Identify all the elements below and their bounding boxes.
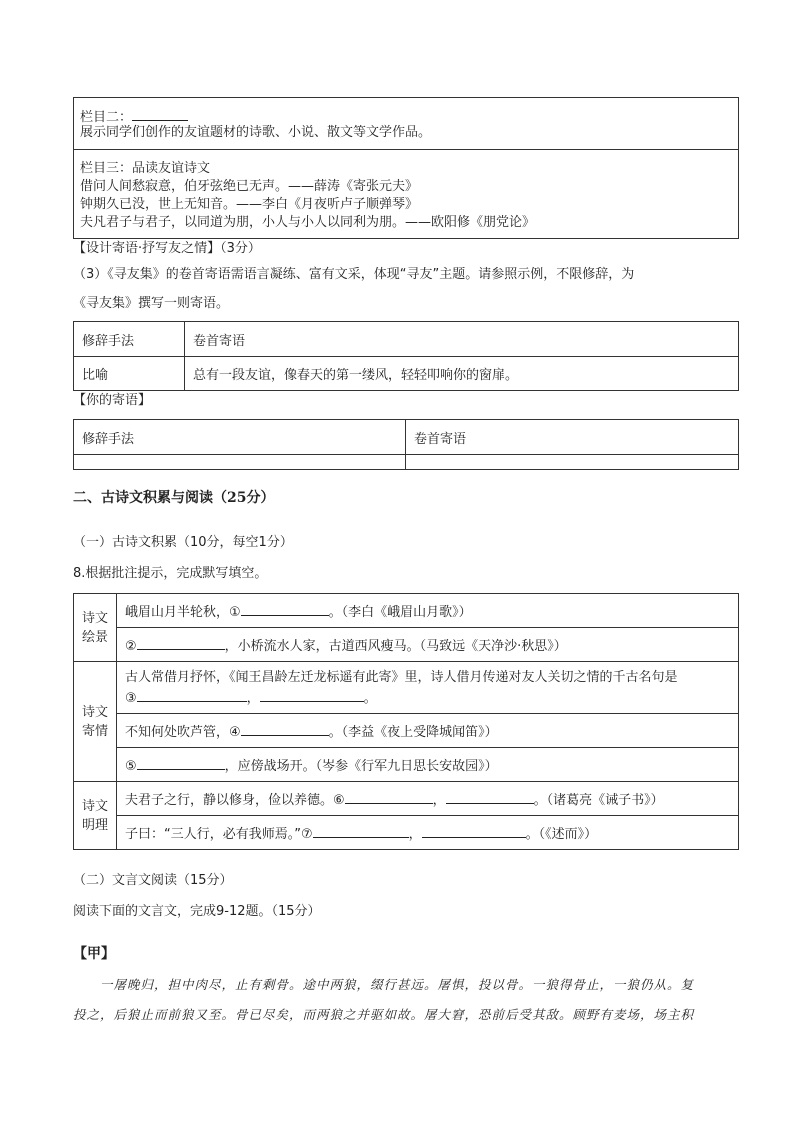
poem-row-1 [117,594,739,628]
poem-row-6-text: 夫君子之行，静以修身，俭以养德。⑥ [125,793,345,808]
question-3-line-2: 《寻友集》撰写一则寄语。 [73,296,230,311]
columns-box [73,97,739,239]
subsection-1-title: （一）古诗文积累（10分，每空1分） [73,535,293,550]
poem-row-1-source: 。（李白《峨眉山月歌》） [328,605,472,620]
poem-row-1-text: 峨眉山月半轮秋，① [125,605,241,620]
column3-quote-1: 借问人间愁寂意，伯牙弦绝已无声。——薛涛《寄张元夫》 [80,179,419,194]
poem-row-4-text: 不知何处吹芦管，④ [125,725,241,740]
group-scenery [74,594,117,662]
group-reason [74,782,117,850]
poem-row-2-num: ② [125,639,137,654]
poem-row-7-comma: ， [408,827,422,842]
blank-3b[interactable] [260,687,364,702]
example-table-header-message: 卷首寄语 [185,322,739,357]
passage-jia-label: 【甲】 [73,946,115,962]
column3-title: 栏目三：品读友谊诗文 [80,161,211,176]
passage-line-1: 一屠晚归，担中肉尽，止有剩骨。途中两狼，缀行甚远。屠惧，投以骨。一狼得骨止，一狼仍从。复 [100,977,695,992]
your-table-rhetoric-input[interactable] [74,455,406,470]
blank-4[interactable] [241,721,329,736]
column3-quote-2: 钟期久已没，世上无知音。——李白《月夜听卢子顺弹琴》 [80,197,419,212]
columns-divider [74,149,738,150]
blank-3a[interactable] [137,687,247,702]
poem-row-2-text: ，小桥流水人家，古道西风瘦马。（马致远《天净沙·秋思》） [224,639,567,654]
group-scenery-line-1: 诗文 [82,610,109,626]
poem-row-5 [117,748,739,782]
poem-row-6 [117,782,739,816]
poem-row-5-num: ⑤ [125,759,137,774]
column2-title: 栏目二： [80,110,133,125]
poem-table [73,593,739,850]
column2-blank [132,106,188,121]
poem-row-3 [117,662,739,714]
blank-6b[interactable] [446,789,534,804]
passage-line-2: 投之，后狼止而前狼又至。骨已尽矣，而两狼之并驱如故。屠大窘，恐前后受其敌。顾野有麦场，场主积 [73,1007,695,1022]
column2-desc: 展示同学们创作的友谊题材的诗歌、小说、散文等文学作品。 [80,125,432,140]
example-table-header-rhetoric: 修辞手法 [74,322,185,357]
poem-row-4-source: 。（李益《夜上受降城闻笛》） [328,725,498,740]
poem-row-6-comma: ， [432,793,446,808]
question-8: 8.根据批注提示，完成默写填空。 [73,566,268,581]
poem-row-3-prompt: 古人常借月抒怀，《闻王昌龄左迁龙标遥有此寄》里，诗人借月传递对友人关切之情的千古名句是 [125,669,678,685]
blank-6a[interactable] [345,789,433,804]
poem-row-2 [117,628,739,662]
example-table-cell-message: 总有一段友谊，像春天的第一缕风，轻轻叩响你的窗扉。 [185,357,739,391]
poem-row-5-text: ，应傍战场开。（岑参《行军九日思长安故园》） [224,759,498,774]
your-table-header-rhetoric: 修辞手法 [74,420,406,455]
group-reason-line-2: 明理 [82,817,109,833]
reading-instruction: 阅读下面的文言文，完成9-12题。（15分） [73,904,321,919]
example-table-cell-rhetoric: 比喻 [74,357,185,391]
poem-row-7-source: 。（《述而》） [525,827,598,842]
blank-7b[interactable] [422,823,526,838]
blank-1[interactable] [241,601,329,616]
group-emotion [74,662,117,782]
column3-quote-3: 夫凡君子与君子，以同道为朋，小人与小人以同利为朋。——欧阳修《朋党论》 [80,215,536,230]
poem-row-3-comma: ， [246,690,260,706]
blank-7a[interactable] [313,823,409,838]
poem-row-4 [117,714,739,748]
poem-row-7-text: 子曰：“三人行，必有我师焉。”⑦ [125,827,313,842]
poem-row-7 [117,816,739,850]
question-3-line-1: （3）《寻友集》的卷首寄语需语言凝练、富有文采，体现“寻友”主题。请参照示例，不限修辞，为 [73,267,635,282]
design-heading: 【设计寄语·抒写友之情】（3分） [73,241,261,256]
your-table-header-message: 卷首寄语 [406,420,739,455]
your-table-message-input[interactable] [406,455,739,470]
blank-5[interactable] [137,755,225,770]
your-message-table [73,419,739,470]
section-2-title: 二、古诗文积累与阅读（25分） [73,490,275,506]
group-scenery-line-2: 绘景 [82,629,109,645]
your-message-heading: 【你的寄语】 [73,393,152,408]
example-table [73,321,739,391]
poem-row-3-num: ③ [125,690,137,706]
group-emotion-line-1: 诗文 [82,704,109,720]
poem-row-3-period: 。 [363,690,377,706]
group-reason-line-1: 诗文 [82,798,109,814]
group-emotion-line-2: 寄情 [82,723,109,739]
poem-row-6-source: 。（诸葛亮《诫子书》） [533,793,664,808]
subsection-2-title: （二）文言文阅读（15分） [73,873,233,888]
blank-2[interactable] [137,635,225,650]
